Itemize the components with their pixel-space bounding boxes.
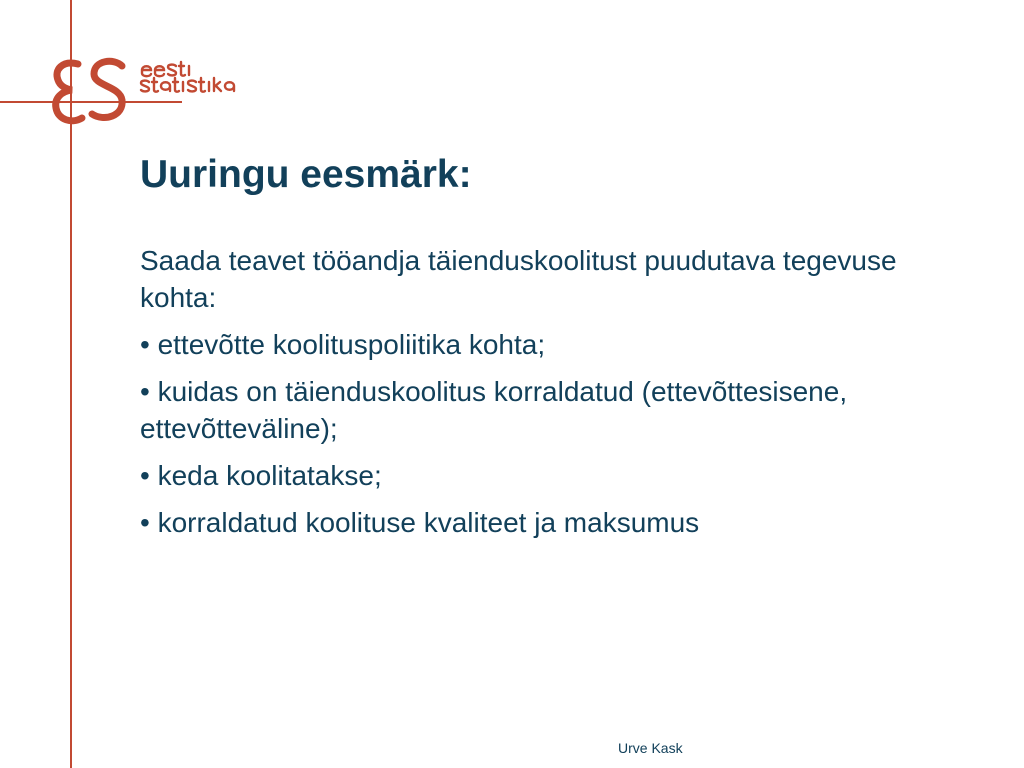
slide-body xyxy=(140,242,980,551)
bullet-item: • keda koolitatakse; xyxy=(140,460,382,491)
logo-mark xyxy=(50,52,260,128)
statistics-estonia-logo xyxy=(50,52,260,128)
footer-author: Urve Kask xyxy=(618,740,683,756)
slide-title: Uuringu eesmärk: xyxy=(140,153,472,196)
intro-text: Saada teavet tööandja täienduskoolitust puudutava tegevuse kohta: xyxy=(140,245,897,313)
bullet-item: • korraldatud koolituse kvaliteet ja maksumus xyxy=(140,507,700,538)
bullet-item: • kuidas on täienduskoolitus korraldatud (ettevõttesisene, ettevõtteväline); xyxy=(140,376,848,444)
bullet-item: • ettevõtte koolituspoliitika kohta; xyxy=(140,329,546,360)
